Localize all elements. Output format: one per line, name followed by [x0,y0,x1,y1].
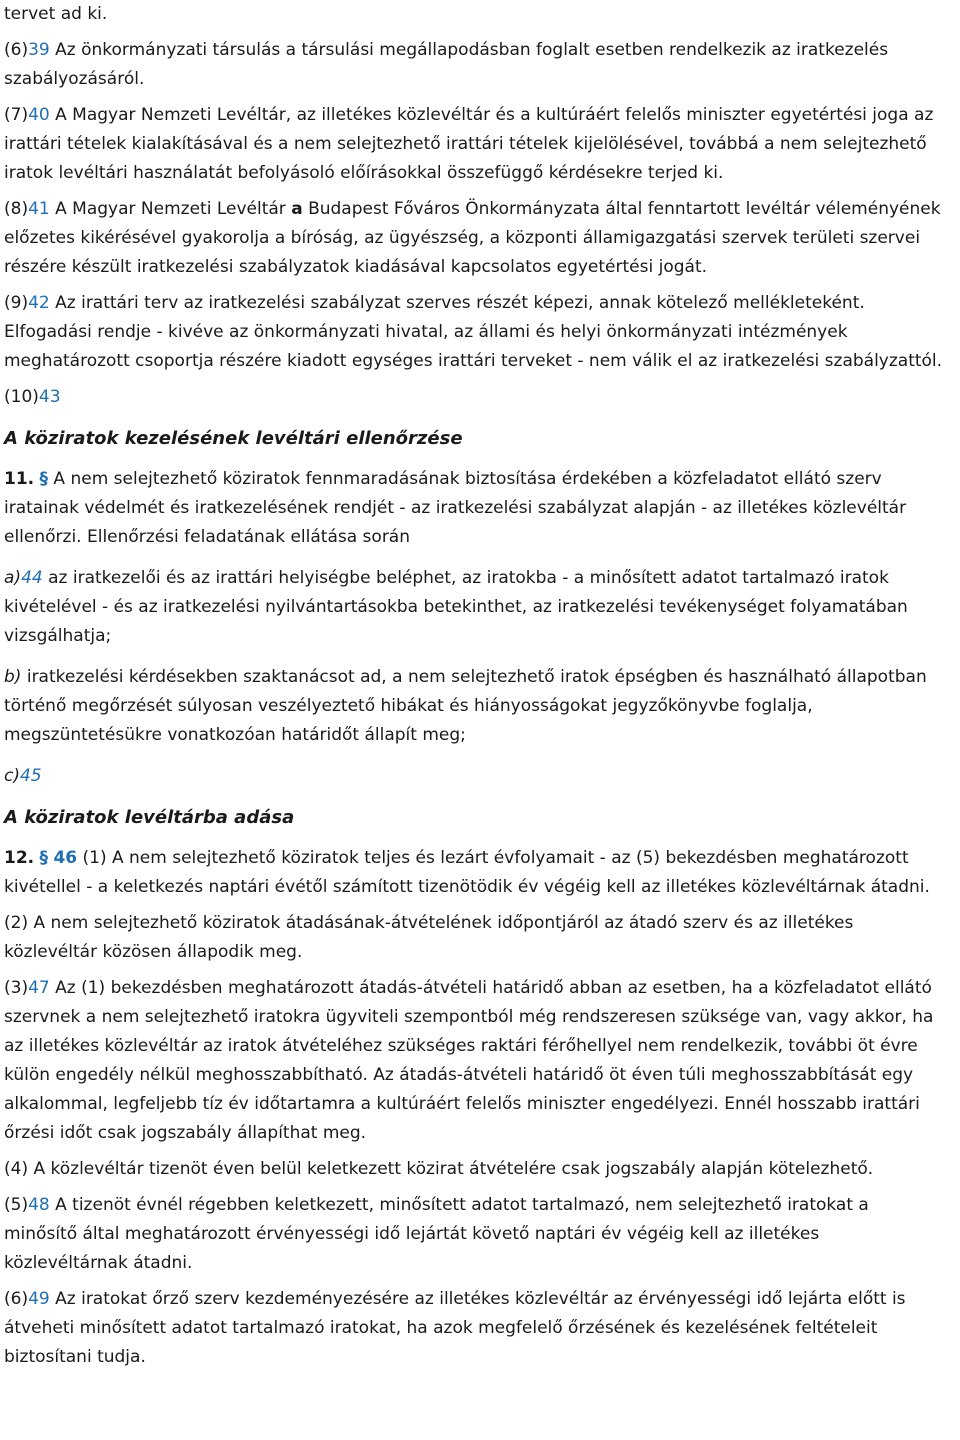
paragraph-continuation [4,0,944,29]
section-12 [4,844,944,902]
section-number: 12. [4,848,35,868]
paragraph-text: Az irattári terv az iratkezelési szabályzat szerves részét képezi, annak kötelező mellékleteként. Elfogadási rendje - kivéve az önkormányzati hivatal, az állami és helyi önkormányzati intézmények meghatározott csoportja részére kiadott egységes irattári terveket - nem válik el az iratkezelési szabályzattól. [4,293,943,371]
paragraph-10-9 [4,289,944,376]
paragraph-12-3 [4,974,944,1148]
point-a [4,564,944,651]
paragraph-10-6 [4,36,944,94]
paragraph-text-continued: Budapest Főváros Önkormányzata által fenntartott levéltár véleményének előzetes kikérésével gyakorolja a bíróság, az ügyészség, a központi államigazgatási szervek területi szervei részére készült iratkezelési szabályzatok kiadásával kapcsolatos egyetértési jogát. [4,199,941,277]
footnote-link-41[interactable]: 41 [28,199,50,219]
section-11 [4,465,944,552]
point-label: b) [4,667,22,687]
footnote-link-43[interactable]: 43 [38,387,61,407]
section-link-11[interactable]: § [39,469,49,489]
paragraph-text: Az önkormányzati társulás a társulási megállapodásban foglalt esetben rendelkezik az iratkezelés szabályozásáról. [4,40,889,89]
footnote-link-46[interactable]: 46 [53,848,78,868]
section-link-12[interactable]: § [39,848,49,868]
point-label: a) [4,568,22,588]
paragraph-text: A Magyar Nemzeti Levéltár, az illetékes közlevéltár és a kultúráért felelős miniszter egyetértési joga az irattári tételek kialakításával és a nem selejtezhető irattári tételek kijelölésével, továbbá a nem selejtezhető iratok levéltári használatát befolyásoló előírásokkal összefüggő kérdésekre terjed ki. [4,105,934,183]
footnote-link-47[interactable]: 47 [28,978,50,998]
point-c [4,762,944,791]
paragraph-number: (6) [4,40,29,60]
paragraph-number: (9) [4,293,29,313]
paragraph-text: az iratkezelői és az irattári helyiségbe beléphet, az iratokba - a minősített adatot tartalmazó iratok kivételével - és az iratkezelési nyilvántartásokba betekinthet, az iratkezelési tevékenységet folyamatában vizsgálhatja; [4,568,908,646]
paragraph-text: (2) A nem selejtezhető köziratok átadásának-átvételének időpontjáról az átadó szerv és az illetékes közlevéltár közösen állapodik meg. [4,913,854,962]
paragraph-text: (4) A közlevéltár tizenöt éven belül keletkezett közirat átvételére csak jogszabály alapján kötelezhető. [4,1159,874,1179]
paragraph-text: Az (1) bekezdésben meghatározott átadás-átvételi határidő abban az esetben, ha a közfeladatot ellátó szervnek a nem selejtezhető iratokra ügyviteli szempontból még rendszeresen szüksége van, vagy akkor, ha az illetékes közlevéltár az iratok átvételéhez szükséges raktári férőhellyel nem rendelkezik, további öt évre külön engedély nélkül meghosszabbítható. Az átadás-átvételi határidő öt éven túli meghosszabbítását egy alkalommal, legfeljebb tíz év időtartamra a kultúráért felelős miniszter engedélyezi. Ennél hosszabb irattári őrzési időt csak jogszabály állapíthat meg. [4,978,934,1143]
paragraph-12-6 [4,1285,944,1372]
paragraph-text: iratkezelési kérdésekben szaktanácsot ad, a nem selejtezhető iratok épségben és használható állapotban történő megőrzését súlyosan veszélyeztető hibákat és hiányosságokat jegyzőkönyvbe foglalja, megszüntetésükre vonatkozóan határidőt állapít meg; [4,667,927,745]
paragraph-text: A tizenöt évnél régebben keletkezett, minősített adatot tartalmazó, nem selejtezhető iratokat a minősítő által meghatározott érvényességi idő lejártát követő naptári év végéig kell az illetékes közlevéltárnak átadni. [4,1195,869,1273]
paragraph-number: (3) [4,978,29,998]
footnote-link-49[interactable]: 49 [28,1289,50,1309]
paragraph-number: (6) [4,1289,29,1309]
paragraph-10-8 [4,195,944,282]
bold-word: a [291,199,303,219]
section-heading-levelteri-ellenorzes: A köziratok kezelésének levéltári ellenőrzése [4,428,463,449]
paragraph-number: (10) [4,387,39,407]
point-label: c) [4,766,20,786]
paragraph-text: A Magyar Nemzeti Levéltár [49,199,292,219]
paragraph-12-5 [4,1191,944,1278]
paragraph-text: (1) A nem selejtezhető köziratok teljes és lezárt évfolyamait - az (5) bekezdésben meghatározott kivétellel - a keletkezés naptári évétől számított tizenötödik év végéig kell az illetékes közlevéltárnak átadni. [4,848,930,897]
paragraph-number: (7) [4,105,29,125]
paragraph-text: Az iratokat őrző szerv kezdeményezésére az illetékes közlevéltár az érvényességi idő lejárta előtt is átveheti minősített adatot tartalmazó iratokat, ha azok megfelelő őrzésének és kezelésének feltételeit biztosítani tudja. [4,1289,906,1367]
paragraph-10-10 [4,383,944,412]
footnote-link-42[interactable]: 42 [28,293,50,313]
footnote-link-45[interactable]: 45 [19,766,42,786]
section-heading-levelterba-adasa: A köziratok levéltárba adása [4,807,295,828]
point-b [4,663,944,750]
paragraph-12-4 [4,1155,944,1184]
paragraph-number: (5) [4,1195,29,1215]
paragraph-text: tervet ad ki. [4,4,108,24]
footnote-link-44[interactable]: 44 [21,568,43,588]
footnote-link-40[interactable]: 40 [28,105,50,125]
paragraph-number: (8) [4,199,29,219]
paragraph-text: A nem selejtezhető köziratok fennmaradásának biztosítása érdekében a közfeladatot ellátó szerv iratainak védelmét és iratkezelésének rendjét - az iratkezelési szabályzat alapján - az illetékes közlevéltár ellenőrzi. Ellenőrzési feladatának ellátása során [4,469,907,547]
paragraph-10-7 [4,101,944,188]
footnote-link-39[interactable]: 39 [28,40,50,60]
footnote-link-48[interactable]: 48 [28,1195,50,1215]
paragraph-12-2 [4,909,944,967]
section-number: 11. [4,469,35,489]
